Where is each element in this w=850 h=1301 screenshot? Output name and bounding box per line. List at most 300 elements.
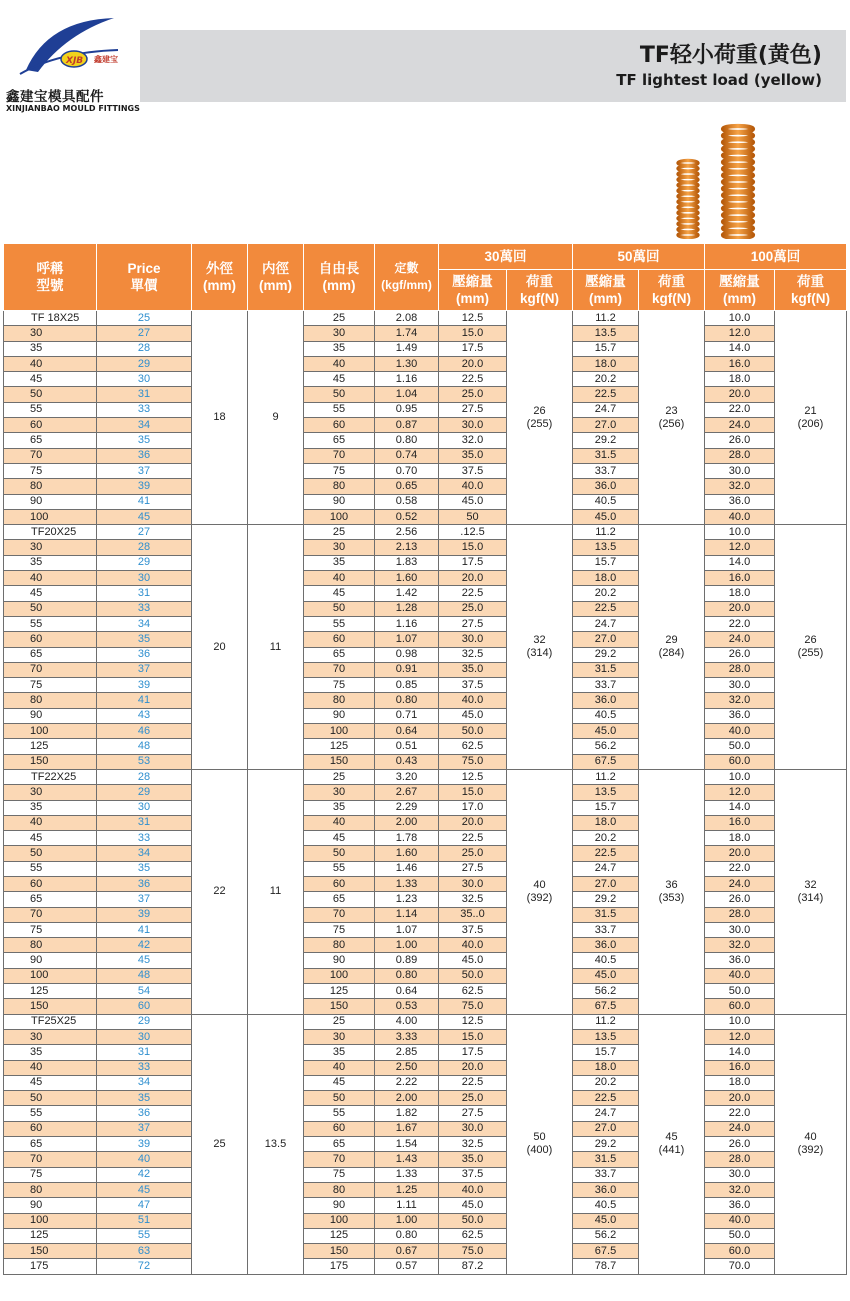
deflection-100-cell: 26.0 (705, 1137, 775, 1152)
price-cell: 33 (97, 402, 192, 417)
deflection-30-cell: 50.0 (439, 968, 507, 983)
deflection-50-cell: 33.7 (573, 922, 639, 937)
header-50w-cycles: 50萬回 (573, 244, 705, 270)
table-row (4, 616, 847, 631)
free-length-cell: 55 (304, 616, 375, 631)
deflection-50-cell: 24.7 (573, 616, 639, 631)
price-cell: 33 (97, 1060, 192, 1075)
deflection-30-cell: 30.0 (439, 876, 507, 891)
deflection-100-cell: 16.0 (705, 356, 775, 371)
model-cell: 125 (4, 739, 97, 754)
svg-text:鑫建宝: 鑫建宝 (94, 54, 118, 64)
table-row (4, 555, 847, 570)
deflection-50-cell: 18.0 (573, 356, 639, 371)
load-30-cell: 40 (392) (507, 769, 573, 1014)
table-row (4, 1167, 847, 1182)
model-cell: 40 (4, 815, 97, 830)
table-row (4, 540, 847, 555)
load-30-cell: 26 (255) (507, 311, 573, 525)
deflection-100-cell: 20.0 (705, 846, 775, 861)
constant-cell: 1.04 (375, 387, 439, 402)
deflection-50-cell: 36.0 (573, 479, 639, 494)
deflection-100-cell: 16.0 (705, 571, 775, 586)
model-cell: 45 (4, 1075, 97, 1090)
table-row (4, 1182, 847, 1197)
model-cell: 100 (4, 724, 97, 739)
free-length-cell: 70 (304, 1152, 375, 1167)
model-cell: 70 (4, 448, 97, 463)
table-row (4, 311, 847, 326)
free-length-cell: 65 (304, 892, 375, 907)
table-row (4, 632, 847, 647)
deflection-100-cell: 70.0 (705, 1259, 775, 1274)
free-length-cell: 100 (304, 968, 375, 983)
deflection-100-cell: 24.0 (705, 632, 775, 647)
model-cell: 35 (4, 800, 97, 815)
table-row (4, 341, 847, 356)
table-row (4, 601, 847, 616)
model-cell: 80 (4, 938, 97, 953)
deflection-50-cell: 18.0 (573, 571, 639, 586)
outer-diameter-cell: 22 (192, 769, 248, 1014)
deflection-50-cell: 24.7 (573, 402, 639, 417)
model-cell: 100 (4, 509, 97, 524)
constant-cell: 1.07 (375, 922, 439, 937)
deflection-50-cell: 27.0 (573, 632, 639, 647)
constant-cell: 2.00 (375, 815, 439, 830)
free-length-cell: 35 (304, 341, 375, 356)
price-cell: 31 (97, 815, 192, 830)
model-cell: 100 (4, 968, 97, 983)
table-row (4, 800, 847, 815)
deflection-50-cell: 29.2 (573, 647, 639, 662)
price-cell: 29 (97, 356, 192, 371)
free-length-cell: 45 (304, 372, 375, 387)
deflection-50-cell: 67.5 (573, 754, 639, 769)
deflection-30-cell: 15.0 (439, 1029, 507, 1044)
constant-cell: 4.00 (375, 1014, 439, 1029)
deflection-50-cell: 56.2 (573, 984, 639, 999)
table-row (4, 387, 847, 402)
deflection-50-cell: 45.0 (573, 509, 639, 524)
model-cell: 150 (4, 999, 97, 1014)
price-cell: 48 (97, 739, 192, 754)
deflection-30-cell: 75.0 (439, 1244, 507, 1259)
free-length-cell: 60 (304, 418, 375, 433)
deflection-30-cell: 20.0 (439, 356, 507, 371)
deflection-100-cell: 12.0 (705, 1029, 775, 1044)
table-row (4, 739, 847, 754)
deflection-50-cell: 22.5 (573, 387, 639, 402)
deflection-50-cell: 45.0 (573, 724, 639, 739)
table-row (4, 1137, 847, 1152)
deflection-100-cell: 60.0 (705, 754, 775, 769)
deflection-30-cell: 12.5 (439, 769, 507, 784)
deflection-50-cell: 24.7 (573, 1106, 639, 1121)
price-cell: 34 (97, 418, 192, 433)
free-length-cell: 125 (304, 1228, 375, 1243)
free-length-cell: 100 (304, 1213, 375, 1228)
deflection-30-cell: 32.5 (439, 1137, 507, 1152)
header-model: 呼稱 型號 (4, 244, 97, 311)
load-50-cell: 23 (256) (639, 311, 705, 525)
deflection-50-cell: 20.2 (573, 831, 639, 846)
deflection-100-cell: 10.0 (705, 769, 775, 784)
brand-name-en: XINJIANBAO MOULD FITTINGS (6, 104, 140, 113)
constant-cell: 1.28 (375, 601, 439, 616)
load-50-cell: 36 (353) (639, 769, 705, 1014)
deflection-50-cell: 36.0 (573, 938, 639, 953)
constant-cell: 1.74 (375, 326, 439, 341)
deflection-30-cell: 35.0 (439, 662, 507, 677)
deflection-100-cell: 18.0 (705, 372, 775, 387)
price-cell: 55 (97, 1228, 192, 1243)
deflection-50-cell: 11.2 (573, 1014, 639, 1029)
brand-logo (0, 12, 140, 113)
constant-cell: 1.07 (375, 632, 439, 647)
deflection-100-cell: 30.0 (705, 678, 775, 693)
deflection-50-cell: 56.2 (573, 1228, 639, 1243)
deflection-30-cell: 20.0 (439, 571, 507, 586)
table-row (4, 1106, 847, 1121)
deflection-50-cell: 45.0 (573, 1213, 639, 1228)
price-cell: 60 (97, 999, 192, 1014)
deflection-100-cell: 20.0 (705, 601, 775, 616)
deflection-100-cell: 30.0 (705, 1167, 775, 1182)
price-cell: 39 (97, 907, 192, 922)
outer-diameter-cell: 18 (192, 311, 248, 525)
deflection-50-cell: 36.0 (573, 693, 639, 708)
model-cell: 70 (4, 907, 97, 922)
table-row (4, 922, 847, 937)
constant-cell: 1.00 (375, 1213, 439, 1228)
table-row (4, 754, 847, 769)
free-length-cell: 75 (304, 463, 375, 478)
deflection-100-cell: 32.0 (705, 938, 775, 953)
deflection-100-cell: 26.0 (705, 433, 775, 448)
table-row (4, 418, 847, 433)
model-cell: 30 (4, 326, 97, 341)
deflection-50-cell: 11.2 (573, 311, 639, 326)
free-length-cell: 55 (304, 861, 375, 876)
constant-cell: 1.54 (375, 1137, 439, 1152)
deflection-30-cell: 35..0 (439, 907, 507, 922)
price-cell: 45 (97, 509, 192, 524)
table-row (4, 1213, 847, 1228)
header-100w-cycles: 100萬回 (705, 244, 847, 270)
deflection-50-cell: 31.5 (573, 1152, 639, 1167)
price-cell: 35 (97, 1091, 192, 1106)
deflection-100-cell: 14.0 (705, 555, 775, 570)
free-length-cell: 40 (304, 815, 375, 830)
table-row (4, 494, 847, 509)
table-row (4, 907, 847, 922)
table-row (4, 433, 847, 448)
model-cell: 90 (4, 708, 97, 723)
table-row (4, 876, 847, 891)
outer-diameter-cell: 20 (192, 525, 248, 770)
constant-cell: 0.80 (375, 1228, 439, 1243)
model-cell: 50 (4, 1091, 97, 1106)
price-cell: 54 (97, 984, 192, 999)
constant-cell: 0.51 (375, 739, 439, 754)
deflection-100-cell: 26.0 (705, 647, 775, 662)
price-cell: 29 (97, 555, 192, 570)
constant-cell: 3.33 (375, 1029, 439, 1044)
constant-cell: 1.60 (375, 571, 439, 586)
model-cell: 125 (4, 984, 97, 999)
deflection-100-cell: 28.0 (705, 448, 775, 463)
constant-cell: 0.87 (375, 418, 439, 433)
deflection-30-cell: 27.5 (439, 616, 507, 631)
deflection-30-cell: 62.5 (439, 739, 507, 754)
price-cell: 39 (97, 479, 192, 494)
price-cell: 45 (97, 1182, 192, 1197)
model-cell: TF22X25 (4, 769, 97, 784)
free-length-cell: 150 (304, 754, 375, 769)
deflection-100-cell: 40.0 (705, 1213, 775, 1228)
constant-cell: 2.00 (375, 1091, 439, 1106)
free-length-cell: 90 (304, 494, 375, 509)
model-cell: 70 (4, 1152, 97, 1167)
model-cell: TF 18X25 (4, 311, 97, 326)
spring-spec-table (3, 243, 847, 1275)
price-cell: 35 (97, 861, 192, 876)
price-cell: 47 (97, 1198, 192, 1213)
model-cell: 35 (4, 341, 97, 356)
deflection-30-cell: 50 (439, 509, 507, 524)
page-title-cn: TF轻小荷重(黄色) (639, 43, 822, 68)
deflection-50-cell: 40.5 (573, 494, 639, 509)
deflection-100-cell: 50.0 (705, 984, 775, 999)
table-row (4, 846, 847, 861)
table-row (4, 571, 847, 586)
model-cell: 30 (4, 540, 97, 555)
price-cell: 29 (97, 1014, 192, 1029)
deflection-30-cell: 87.2 (439, 1259, 507, 1274)
deflection-100-cell: 10.0 (705, 1014, 775, 1029)
free-length-cell: 50 (304, 601, 375, 616)
deflection-100-cell: 10.0 (705, 311, 775, 326)
constant-cell: 0.74 (375, 448, 439, 463)
table-row (4, 402, 847, 417)
table-row (4, 525, 847, 540)
deflection-50-cell: 56.2 (573, 739, 639, 754)
free-length-cell: 100 (304, 724, 375, 739)
constant-cell: 1.00 (375, 938, 439, 953)
deflection-30-cell: 25.0 (439, 1091, 507, 1106)
header-deflection-100: 壓縮量 (mm) (705, 270, 775, 311)
deflection-100-cell: 28.0 (705, 1152, 775, 1167)
free-length-cell: 25 (304, 1014, 375, 1029)
constant-cell: 0.80 (375, 968, 439, 983)
deflection-50-cell: 22.5 (573, 1091, 639, 1106)
header-load-50: 荷重 kgf(N) (639, 270, 705, 311)
constant-cell: 1.82 (375, 1106, 439, 1121)
deflection-30-cell: 30.0 (439, 418, 507, 433)
free-length-cell: 75 (304, 1167, 375, 1182)
header-price: Price 單價 (97, 244, 192, 311)
model-cell: 100 (4, 1213, 97, 1228)
model-cell: 75 (4, 678, 97, 693)
deflection-100-cell: 36.0 (705, 708, 775, 723)
free-length-cell: 70 (304, 448, 375, 463)
deflection-30-cell: 62.5 (439, 984, 507, 999)
free-length-cell: 30 (304, 1029, 375, 1044)
price-cell: 28 (97, 540, 192, 555)
model-cell: 65 (4, 1137, 97, 1152)
free-length-cell: 60 (304, 876, 375, 891)
deflection-50-cell: 67.5 (573, 1244, 639, 1259)
load-50-cell: 29 (284) (639, 525, 705, 770)
constant-cell: 1.14 (375, 907, 439, 922)
model-cell: 55 (4, 616, 97, 631)
constant-cell: 0.53 (375, 999, 439, 1014)
free-length-cell: 80 (304, 938, 375, 953)
constant-cell: 1.78 (375, 831, 439, 846)
deflection-30-cell: 15.0 (439, 326, 507, 341)
deflection-30-cell: 17.5 (439, 341, 507, 356)
deflection-100-cell: 14.0 (705, 341, 775, 356)
price-cell: 72 (97, 1259, 192, 1274)
load-100-cell: 40 (392) (775, 1014, 847, 1274)
deflection-50-cell: 18.0 (573, 1060, 639, 1075)
table-row (4, 999, 847, 1014)
deflection-100-cell: 22.0 (705, 616, 775, 631)
deflection-30-cell: 37.5 (439, 463, 507, 478)
table-row (4, 1014, 847, 1029)
constant-cell: 2.29 (375, 800, 439, 815)
free-length-cell: 50 (304, 846, 375, 861)
price-cell: 33 (97, 601, 192, 616)
svg-text:XJB: XJB (66, 56, 84, 66)
deflection-30-cell: 25.0 (439, 601, 507, 616)
inner-diameter-cell: 13.5 (248, 1014, 304, 1274)
deflection-30-cell: 25.0 (439, 846, 507, 861)
model-cell: 80 (4, 1182, 97, 1197)
table-row (4, 892, 847, 907)
constant-cell: 1.30 (375, 356, 439, 371)
model-cell: 65 (4, 647, 97, 662)
constant-cell: 1.83 (375, 555, 439, 570)
constant-cell: 0.80 (375, 693, 439, 708)
deflection-30-cell: 15.0 (439, 540, 507, 555)
deflection-50-cell: 29.2 (573, 1137, 639, 1152)
deflection-50-cell: 40.5 (573, 1198, 639, 1213)
deflection-30-cell: 30.0 (439, 632, 507, 647)
deflection-30-cell: 12.5 (439, 1014, 507, 1029)
price-cell: 63 (97, 1244, 192, 1259)
xjb-logo-icon (18, 12, 123, 78)
free-length-cell: 80 (304, 1182, 375, 1197)
deflection-100-cell: 32.0 (705, 479, 775, 494)
price-cell: 36 (97, 647, 192, 662)
model-cell: 90 (4, 1198, 97, 1213)
model-cell: 60 (4, 876, 97, 891)
deflection-30-cell: 45.0 (439, 1198, 507, 1213)
price-cell: 28 (97, 341, 192, 356)
model-cell: 50 (4, 387, 97, 402)
table-row (4, 861, 847, 876)
deflection-30-cell: 17.5 (439, 555, 507, 570)
constant-cell: 3.20 (375, 769, 439, 784)
deflection-30-cell: 27.5 (439, 861, 507, 876)
model-cell: 45 (4, 586, 97, 601)
table-row (4, 463, 847, 478)
deflection-30-cell: 37.5 (439, 1167, 507, 1182)
model-cell: 60 (4, 418, 97, 433)
free-length-cell: 65 (304, 1137, 375, 1152)
free-length-cell: 90 (304, 953, 375, 968)
price-cell: 37 (97, 1121, 192, 1136)
constant-cell: 1.16 (375, 372, 439, 387)
constant-cell: 2.08 (375, 311, 439, 326)
free-length-cell: 55 (304, 1106, 375, 1121)
deflection-50-cell: 20.2 (573, 1075, 639, 1090)
deflection-100-cell: 36.0 (705, 1198, 775, 1213)
header-30w-cycles: 30萬回 (439, 244, 573, 270)
constant-cell: 0.71 (375, 708, 439, 723)
price-cell: 25 (97, 311, 192, 326)
table-row (4, 1244, 847, 1259)
load-100-cell: 26 (255) (775, 525, 847, 770)
deflection-100-cell: 16.0 (705, 815, 775, 830)
deflection-50-cell: 33.7 (573, 678, 639, 693)
constant-cell: 1.67 (375, 1121, 439, 1136)
table-row (4, 785, 847, 800)
constant-cell: 2.50 (375, 1060, 439, 1075)
deflection-100-cell: 40.0 (705, 724, 775, 739)
free-length-cell: 35 (304, 800, 375, 815)
deflection-30-cell: 35.0 (439, 1152, 507, 1167)
deflection-100-cell: 14.0 (705, 1045, 775, 1060)
constant-cell: 2.56 (375, 525, 439, 540)
constant-cell: 1.25 (375, 1182, 439, 1197)
price-cell: 39 (97, 1137, 192, 1152)
deflection-30-cell: 32.0 (439, 433, 507, 448)
model-cell: 70 (4, 662, 97, 677)
deflection-50-cell: 33.7 (573, 463, 639, 478)
constant-cell: 2.85 (375, 1045, 439, 1060)
table-row (4, 1091, 847, 1106)
table-row (4, 1259, 847, 1274)
load-100-cell: 21 (206) (775, 311, 847, 525)
free-length-cell: 75 (304, 922, 375, 937)
table-row (4, 479, 847, 494)
model-cell: 40 (4, 1060, 97, 1075)
header-constant: 定數 (kgf/mm) (375, 244, 439, 311)
price-cell: 30 (97, 571, 192, 586)
free-length-cell: 75 (304, 678, 375, 693)
model-cell: TF25X25 (4, 1014, 97, 1029)
free-length-cell: 30 (304, 785, 375, 800)
deflection-50-cell: 24.7 (573, 861, 639, 876)
price-cell: 30 (97, 800, 192, 815)
deflection-100-cell: 24.0 (705, 418, 775, 433)
model-cell: 40 (4, 356, 97, 371)
table-row (4, 326, 847, 341)
free-length-cell: 60 (304, 632, 375, 647)
table-row (4, 1045, 847, 1060)
price-cell: 30 (97, 372, 192, 387)
deflection-100-cell: 36.0 (705, 494, 775, 509)
constant-cell: 0.43 (375, 754, 439, 769)
deflection-100-cell: 12.0 (705, 326, 775, 341)
price-cell: 35 (97, 433, 192, 448)
price-cell: 27 (97, 525, 192, 540)
price-cell: 37 (97, 463, 192, 478)
deflection-50-cell: 29.2 (573, 892, 639, 907)
